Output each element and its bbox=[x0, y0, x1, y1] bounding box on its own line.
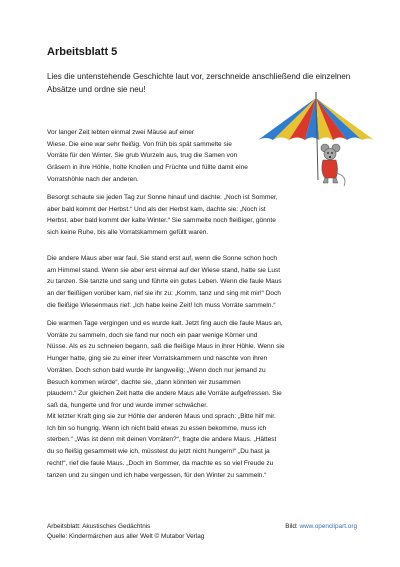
story-line: am Himmel stand. Wenn sie aber erst einmal auf der Wiese stand, hatte sie Lust bbox=[47, 266, 281, 274]
story-paragraph-4 bbox=[47, 318, 359, 412]
image-credit-link[interactable]: www.openclipart.org bbox=[299, 523, 357, 530]
story-paragraph-1 bbox=[47, 127, 359, 186]
story-line: sich keine Ruhe, bis alle Vorratskammern gefüllt waren. bbox=[47, 229, 209, 237]
story-paragraph-3 bbox=[47, 253, 359, 312]
story-line: zu tanzen. Sie tanzte und sang und führte ein gutes Leben. Wenn die faule Maus bbox=[47, 278, 282, 286]
worksheet-title: Arbeitsblatt 5 bbox=[47, 46, 118, 58]
story-line: Vorräten. Doch schon bald wurde ihr langweilig: „Wenn doch nur jemand zu bbox=[47, 366, 266, 374]
story-line: Ich bin so hungrig. Wenn ich nicht bald etwas zu essen bekomme, muss ich bbox=[47, 424, 267, 432]
story-line: sterben.“ „Was ist denn mit deinen Vorräten?“, fragte die andere Maus. „Hättest bbox=[47, 436, 277, 444]
story-line: an der fleißigen vorüber kam, rief sie ihr zu: „Komm, tanz und sing mit mir!“ Doch bbox=[47, 290, 281, 298]
footer-topic: Arbeitsblatt: Akustisches Gedächtnis bbox=[47, 523, 151, 530]
story-line: recht!“, rief die faule Maus. „Doch im Sommer, da machte es so viel Freude zu bbox=[47, 459, 274, 467]
image-credit bbox=[285, 522, 357, 532]
story-line: Die andere Maus aber war faul. Sie stand erst auf, wenn die Sonne schon hoch bbox=[47, 255, 278, 262]
image-credit-label: Bild: bbox=[285, 523, 300, 530]
story-line: Hunger hatte, ging sie zu einer ihrer Vorratskammern und naschte von ihren bbox=[47, 355, 268, 363]
story-line: Gräsern in ihre Höhle, holte Knollen und Früchte und füllte damit eine bbox=[47, 164, 248, 172]
story-line: Herbst, aber bald kommt der kalte Winter.“ Sie sammelte noch fleißiger, gönnte bbox=[47, 217, 276, 225]
story-line: Vor langer Zeit lebten einmal zwei Mäuse auf einer bbox=[47, 129, 195, 136]
story-paragraph-5 bbox=[47, 411, 359, 481]
story-line: Nüsse. Als es zu schneien begann, saß die fleißige Maus in ihrer Höhle. Wenn sie bbox=[47, 343, 285, 351]
story-line: Die warmen Tage vergingen und es wurde kalt. Jetzt fing auch die faule Maus an, bbox=[47, 320, 283, 327]
story-paragraph-2 bbox=[47, 192, 359, 239]
story-line: Vorräte für den Winter. Sie grub Wurzeln aus, trug die Samen von bbox=[47, 152, 238, 160]
story-line: Mit letzter Kraft ging sie zur Höhle der anderen Maus und sprach: „Bitte hilf mir. bbox=[47, 413, 276, 420]
story-line: aber bald kommt der Herbst.“ Und als der Herbst kam, dachte sie: „Noch ist bbox=[47, 205, 266, 213]
story-line: tanzen und zu singen und ich habe vergessen, für den Winter zu sammeln.“ bbox=[47, 471, 267, 479]
story-line: Wiese. Die eine war sehr fleißig. Von früh bis spät sammelte sie bbox=[47, 140, 232, 148]
story-line: Besuch kommen würde“, dachte sie, „dann könnten wir zusammen bbox=[47, 378, 241, 386]
story-line: saß da, hungerte und fror und wurde immer schwächer. bbox=[47, 401, 208, 409]
story-line: du so fleißig gesammelt wie ich, müsstest du jetzt nicht hungern!“ „Du hast ja bbox=[47, 448, 270, 456]
instructions: Lies die untenstehende Geschichte laut vor, zerschneide anschließend die einzelnen Absätze und ordne sie neu! bbox=[47, 72, 351, 94]
story-line: Besorgt schaute sie jeden Tag zur Sonne hinauf und dachte: „Noch ist Sommer, bbox=[47, 194, 278, 201]
story-line: Vorratshöhle nach der anderen. bbox=[47, 175, 139, 183]
footer-source: Quelle: Kindermärchen aus aller Welt © Mutabor Verlag bbox=[47, 533, 205, 540]
footer bbox=[47, 522, 357, 542]
story-line: plaudern.“ Zur gleichen Zeit hatte die andere Maus alle Vorräte aufgefressen. Sie bbox=[47, 390, 282, 398]
story-line: die fleißige Wiesenmaus rief: „Ich habe keine Zeit! Ich muss Vorräte sammeln.“ bbox=[47, 301, 276, 309]
story-line: Vorräte zu sammeln, doch sie fand nur noch ein paar wenige Körner und bbox=[47, 331, 258, 339]
